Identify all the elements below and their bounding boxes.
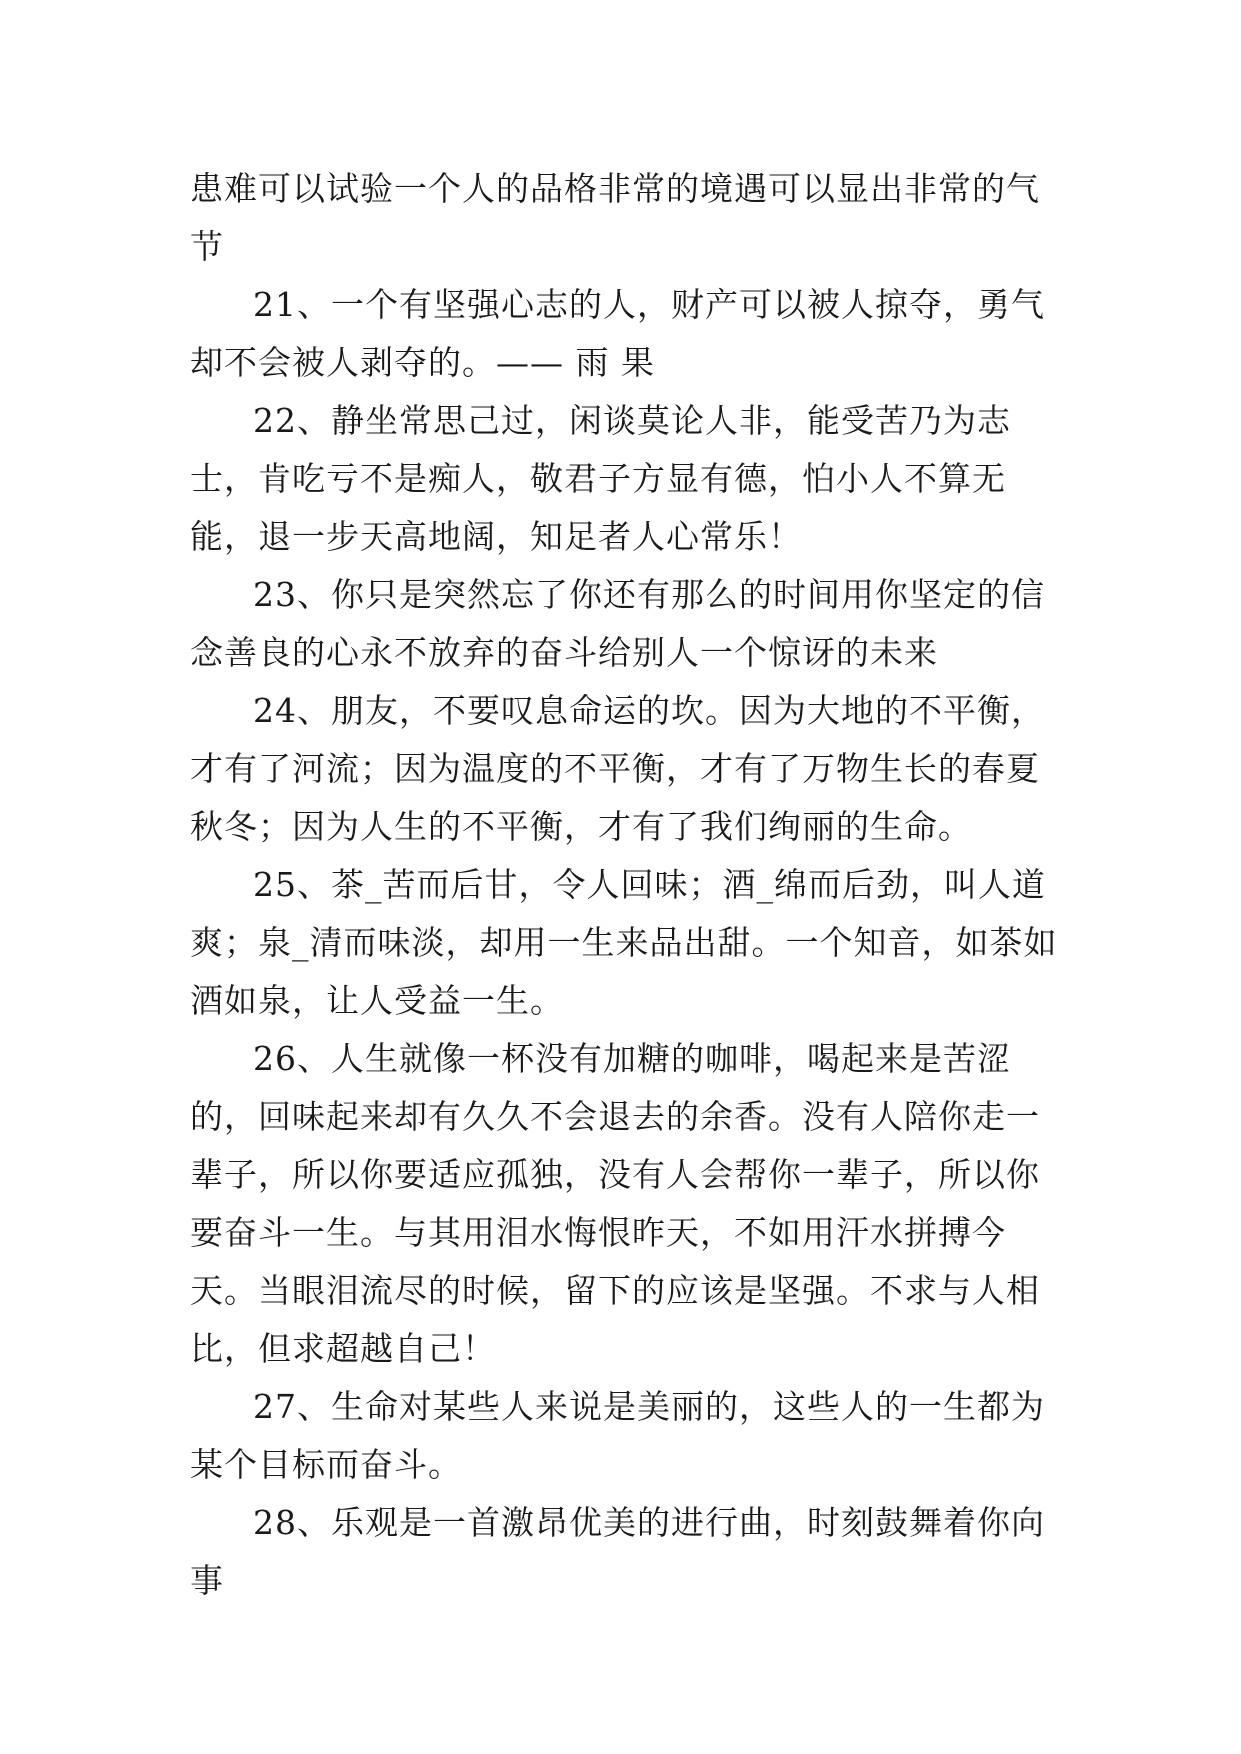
quote-24: 24、朋友，不要叹息命运的坎。因为大地的不平衡，才有了河流；因为温度的不平衡，才有了万物生长的春夏秋冬；因为人生的不平衡，才有了我们绚丽的生命。 bbox=[190, 691, 1045, 846]
quote-26: 26、人生就像一杯没有加糖的咖啡，喝起来是苦涩的，回味起来却有久久不会退去的余香。没有人陪你走一辈子，所以你要适应孤独，没有人会帮你一辈子，所以你要奋斗一生。与其用泪水悔恨昨天，不如用汗水拼搏今天。当眼泪流尽的时候，留下的应该是坚强。不求与人相比，但求超越自己！ bbox=[190, 1039, 1040, 1368]
document-body bbox=[190, 160, 1065, 1610]
quote-28: 28、乐观是一首激昂优美的进行曲，时刻鼓舞着你向事 bbox=[190, 1503, 1045, 1600]
quote-23: 23、你只是突然忘了你还有那么的时间用你坚定的信念善良的心永不放弃的奋斗给别人一个惊讶的未来 bbox=[190, 575, 1045, 672]
quote-21: 21、一个有坚强心志的人，财产可以被人掠夺，勇气却不会被人剥夺的。—— 雨 果 bbox=[190, 285, 1045, 382]
quote-25: 25、茶_苦而后甘，令人回味；酒_绵而后劲，叫人道爽；泉_清而味淡，却用一生来品出甜。一个知音，如茶如酒如泉，让人受益一生。 bbox=[190, 865, 1058, 1020]
quote-22: 22、静坐常思己过，闲谈莫论人非，能受苦乃为志士，肯吃亏不是痴人，敬君子方显有德，怕小人不算无能，退一步天高地阔，知足者人心常乐！ bbox=[190, 401, 1011, 556]
quote-27: 27、生命对某些人来说是美丽的，这些人的一生都为某个目标而奋斗。 bbox=[190, 1387, 1045, 1484]
paragraph-continuation: 患难可以试验一个人的品格非常的境遇可以显出非常的气节 bbox=[190, 169, 1040, 266]
